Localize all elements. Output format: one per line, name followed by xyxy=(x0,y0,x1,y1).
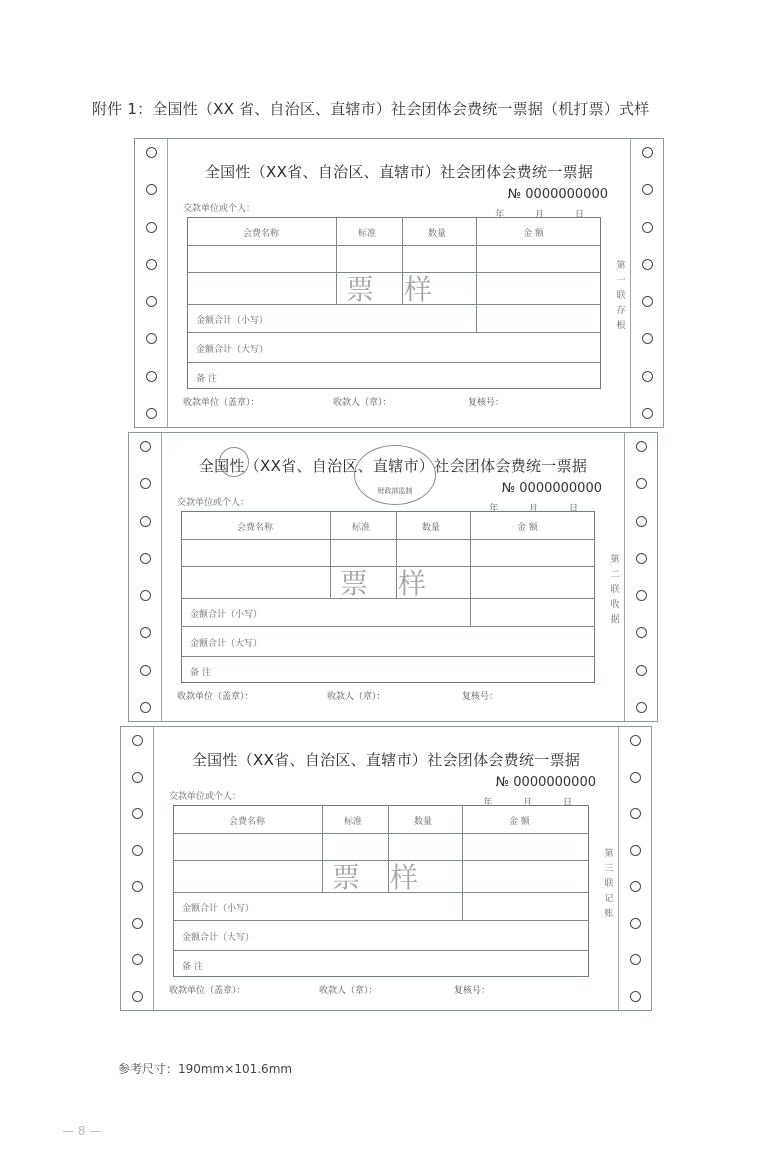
total-small-label: 金额合计（小写） xyxy=(182,904,255,914)
form-date: 年 月 日 xyxy=(489,504,592,514)
form-title: 全国性（XX省、自治区、直辖市）社会团体会费统一票据 xyxy=(191,751,581,769)
col-standard: 标准 xyxy=(352,523,371,533)
footer-payee: 收款人（章）： xyxy=(333,398,392,408)
page-header: 附件 1：全国性（XX 省、自治区、直辖市）社会团体会费统一票据（机打票）式样 xyxy=(92,100,650,118)
footer-unit: 收款单位（盖章）： xyxy=(177,692,254,702)
total-small-label: 金额合计（小写） xyxy=(190,610,263,620)
footer-payee: 收款人（章）： xyxy=(327,692,386,702)
footer-check: 复核号： xyxy=(454,986,491,996)
sample-stamp: 票样 xyxy=(346,273,463,306)
form-title: 全国性（XX省、自治区、直辖市）社会团体会费统一票据 xyxy=(198,457,588,475)
remark-label: 备 注 xyxy=(190,668,211,678)
perforation-left xyxy=(167,139,168,427)
perforation-left xyxy=(161,433,162,721)
page-number: — 8 — xyxy=(62,1124,102,1138)
total-small-label: 金额合计（小写） xyxy=(196,316,269,326)
sprocket-holes-left xyxy=(143,147,159,419)
form-date: 年 月 日 xyxy=(495,210,598,220)
footer-payee: 收款人（章）： xyxy=(319,986,378,996)
col-quantity: 数量 xyxy=(414,817,433,827)
fee-table xyxy=(181,511,595,683)
small-seal-icon xyxy=(219,447,249,477)
total-big-label: 金额合计（大写） xyxy=(196,345,269,355)
sprocket-holes-left xyxy=(137,441,153,713)
perforation-right xyxy=(624,433,625,721)
form-date: 年 月 日 xyxy=(483,798,586,808)
fee-table xyxy=(187,217,601,389)
remark-label: 备 注 xyxy=(196,374,217,384)
form-number: № 0000000000 xyxy=(501,481,602,496)
footer-unit: 收款单位（盖章）： xyxy=(183,398,260,408)
col-amount: 金 额 xyxy=(509,817,530,827)
copy-label: 第二联 收据 xyxy=(610,555,620,625)
form-title: 全国性（XX省、自治区、直辖市）社会团体会费统一票据 xyxy=(204,163,594,181)
receipt-form-3 xyxy=(120,726,652,1011)
col-standard: 标准 xyxy=(344,817,363,827)
sprocket-holes-left xyxy=(129,735,145,1002)
total-big-label: 金额合计（大写） xyxy=(182,933,255,943)
footer-check: 复核号： xyxy=(468,398,505,408)
payer-label: 交款单位或个人： xyxy=(183,204,256,214)
supervision-seal-icon xyxy=(354,445,436,505)
col-quantity: 数量 xyxy=(428,229,447,239)
payer-label: 交款单位或个人： xyxy=(177,498,250,508)
sprocket-holes-right xyxy=(639,147,655,419)
perforation-right xyxy=(630,139,631,427)
total-big-label: 金额合计（大写） xyxy=(190,639,263,649)
sample-stamp: 票样 xyxy=(332,861,449,894)
col-amount: 金 额 xyxy=(517,523,538,533)
col-standard: 标准 xyxy=(358,229,377,239)
col-fee-name: 会费名称 xyxy=(229,817,266,827)
copy-label: 第三联 记账 xyxy=(604,849,614,919)
col-fee-name: 会费名称 xyxy=(237,523,274,533)
copy-label: 第一联 存根 xyxy=(616,261,626,331)
sprocket-holes-right xyxy=(633,441,649,713)
sample-stamp: 票样 xyxy=(340,567,457,600)
footer-check: 复核号： xyxy=(462,692,499,702)
remark-label: 备 注 xyxy=(182,962,203,972)
sprocket-holes-right xyxy=(627,735,643,1002)
seal-text: 财政部监制 xyxy=(377,487,413,495)
form-number: № 0000000000 xyxy=(507,187,608,202)
form-number: № 0000000000 xyxy=(495,775,596,790)
col-quantity: 数量 xyxy=(422,523,441,533)
reference-size: 参考尺寸：190mm×101.6mm xyxy=(118,1062,293,1076)
fee-table xyxy=(173,805,589,977)
receipt-form-1 xyxy=(134,138,664,428)
payer-label: 交款单位或个人： xyxy=(169,792,242,802)
col-amount: 金 额 xyxy=(523,229,544,239)
footer-unit: 收款单位（盖章）： xyxy=(169,986,246,996)
col-fee-name: 会费名称 xyxy=(243,229,280,239)
receipt-form-2 xyxy=(128,432,658,722)
